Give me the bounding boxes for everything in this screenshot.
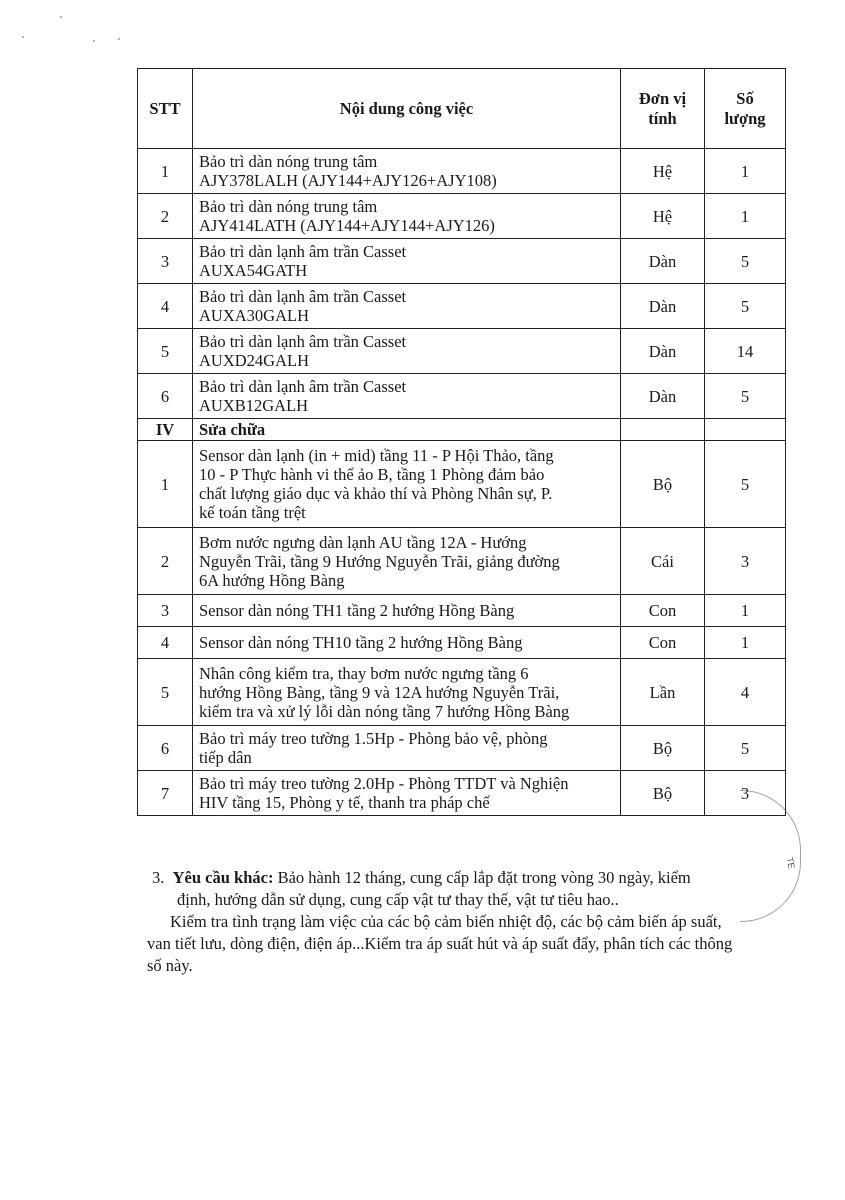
scan-speck <box>93 40 95 42</box>
header-unit: Đơn vị tính <box>621 69 705 149</box>
table-row: 2 Bơm nước ngưng dàn lạnh AU tầng 12A - Hướng Nguyễn Trãi, tầng 9 Hướng Nguyễn Trãi, giảng đường 6A hướng Hồng Bàng Cái 3 <box>138 528 786 595</box>
work-items-table <box>137 68 786 816</box>
table-row: 1 Sensor dàn lạnh (in + mid) tầng 11 - P Hội Thảo, tầng 10 - P Thực hành vi thể ảo B, tầng 1 Phòng đảm bảo chất lượng giáo dục và khảo thí và Phòng Nhân sự, P. kế toán tầng trệt Bộ 5 <box>138 441 786 528</box>
table-row: 3 Sensor dàn nóng TH1 tầng 2 hướng Hồng Bàng Con 1 <box>138 595 786 627</box>
scan-speck <box>118 38 120 40</box>
stamp-text: TE <box>784 856 797 870</box>
header-stt: STT <box>138 69 193 149</box>
table-row: 6 Bảo trì dàn lạnh âm trần Casset AUXB12GALH Dàn 5 <box>138 374 786 419</box>
table-row: 3 Bảo trì dàn lạnh âm trần Casset AUXA54GATH Dàn 5 <box>138 239 786 284</box>
table-row: 5 Bảo trì dàn lạnh âm trần Casset AUXD24GALH Dàn 14 <box>138 329 786 374</box>
inspection-paragraph-line-3: số này. <box>147 956 193 975</box>
table-header-row <box>138 69 786 149</box>
requirements-line: 3. Yêu cầu khác: Bảo hành 12 tháng, cung cấp lắp đặt trong vòng 30 ngày, kiểm <box>152 868 691 887</box>
scan-speck <box>60 16 62 18</box>
requirements-label: Yêu cầu khác: <box>172 868 274 887</box>
scan-speck <box>22 36 24 38</box>
inspection-paragraph-line-1: Kiểm tra tình trạng làm việc của các bộ cảm biến nhiệt độ, các bộ cảm biến áp suất, <box>170 912 722 931</box>
table-row: 2 Bảo trì dàn nóng trung tâm AJY414LATH (AJY144+AJY144+AJY126) Hệ 1 <box>138 194 786 239</box>
other-requirements-section <box>147 867 792 977</box>
table-row: 5 Nhân công kiểm tra, thay bơm nước ngưng tầng 6 hướng Hồng Bàng, tầng 9 và 12A hướng Nguyễn Trãi, kiểm tra và xử lý lỗi dàn nóng tầng 7 hướng Hồng Bàng Lần 4 <box>138 659 786 726</box>
table-row: 6 Bảo trì máy treo tường 1.5Hp - Phòng bảo vệ, phòng tiếp dân Bộ 5 <box>138 726 786 771</box>
table-row: 4 Sensor dàn nóng TH10 tầng 2 hướng Hồng Bàng Con 1 <box>138 627 786 659</box>
table-row: 7 Bảo trì máy treo tường 2.0Hp - Phòng TTDT và Nghiện HIV tầng 15, Phòng y tế, thanh tra pháp chế Bộ 3 <box>138 771 786 816</box>
table-row: 4 Bảo trì dàn lạnh âm trần Casset AUXA30GALH Dàn 5 <box>138 284 786 329</box>
header-quantity: Số lượng <box>705 69 786 149</box>
requirements-line-2: định, hướng dẫn sử dụng, cung cấp vật tư thay thế, vật tư tiêu hao.. <box>177 890 619 909</box>
table-row: 1 Bảo trì dàn nóng trung tâm AJY378LALH (AJY144+AJY126+AJY108) Hệ 1 <box>138 149 786 194</box>
header-content: Nội dung công việc <box>193 69 621 149</box>
inspection-paragraph-line-2: van tiết lưu, dòng điện, điện áp...Kiểm tra áp suất hút và áp suất đẩy, phân tích các thông <box>147 934 733 953</box>
section-row-repair: IV Sửa chữa <box>138 419 786 441</box>
